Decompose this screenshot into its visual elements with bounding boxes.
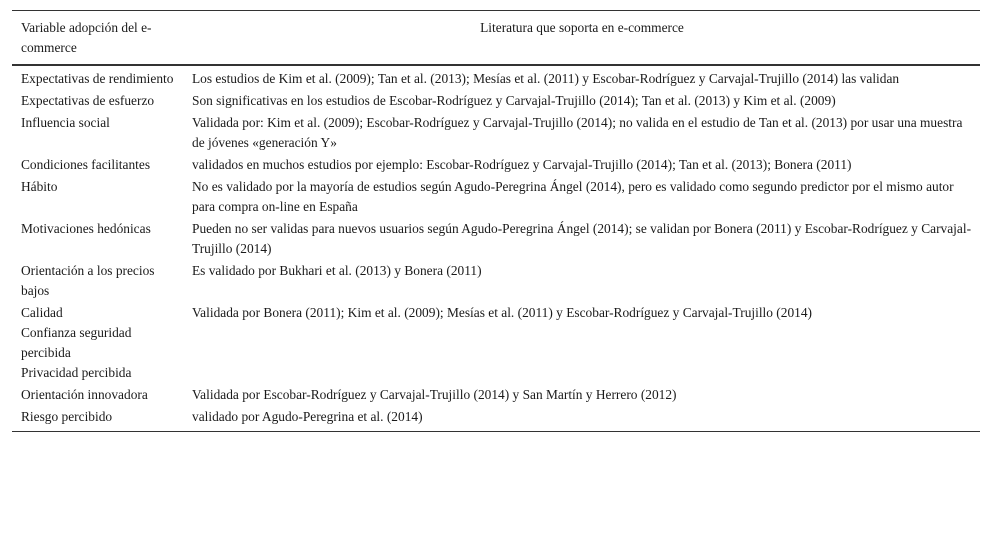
cell-literature: Pueden no ser validas para nuevos usuarios según Agudo-Peregrina Ángel (2014); se validan por Bonera (2011) y Escobar-Rodríguez y Carvajal-Trujillo (2014) <box>192 221 972 256</box>
cell-variable: Expectativas de rendimiento <box>21 71 174 86</box>
cell-variable: Confianza seguridad percibida <box>21 325 132 360</box>
header-variable: Variable adopción del e-commerce <box>21 20 152 55</box>
cell-variable: Condiciones facilitantes <box>21 157 151 172</box>
cell-variable: Privacidad percibida <box>21 365 132 380</box>
cell-literature: Los estudios de Kim et al. (2009); Tan et al. (2013); Mesías et al. (2011) y Escobar-Rodríguez y Carvajal-Trujillo (2014) las validan <box>192 71 900 86</box>
cell-literature: Validada por Escobar-Rodríguez y Carvajal-Trujillo (2014) y San Martín y Herrero (2012) <box>192 387 677 402</box>
literature-table-container <box>12 10 980 432</box>
table-row <box>12 219 980 261</box>
table-row <box>12 177 980 219</box>
cell-literature: validado por Agudo-Peregrina et al. (2014) <box>192 409 423 424</box>
table-row <box>12 303 980 385</box>
cell-variable: Orientación a los precios bajos <box>21 263 155 298</box>
cell-variable: Orientación innovadora <box>21 387 148 402</box>
table-row <box>12 155 980 177</box>
cell-literature: No es validado por la mayoría de estudios según Agudo-Peregrina Ángel (2014), pero es validado como segundo predictor por el mismo autor para compra on-line en España <box>192 179 954 214</box>
cell-variable: Motivaciones hedónicas <box>21 221 151 236</box>
cell-variable: Influencia social <box>21 115 110 130</box>
cell-variable: Hábito <box>21 179 58 194</box>
cell-variable: Expectativas de esfuerzo <box>21 93 155 108</box>
cell-literature: validados en muchos estudios por ejemplo: Escobar-Rodríguez y Carvajal-Trujillo (2014); Tan et al. (2013); Bonera (2011) <box>192 157 852 172</box>
header-literature: Literatura que soporta en e-commerce <box>480 20 684 35</box>
cell-variable: Riesgo percibido <box>21 409 113 424</box>
table-row <box>12 385 980 407</box>
cell-variable: Calidad <box>21 305 63 320</box>
table-row <box>12 407 980 432</box>
cell-literature: Validada por Bonera (2011); Kim et al. (2009); Mesías et al. (2011) y Escobar-Rodríguez y Carvajal-Trujillo (2014) <box>192 305 813 320</box>
cell-literature: Validada por: Kim et al. (2009); Escobar-Rodríguez y Carvajal-Trujillo (2014); no valida en el estudio de Tan et al. (2013) por usar una muestra de jóvenes «generación Y» <box>192 115 963 150</box>
cell-variable-group <box>12 303 183 385</box>
table-header-row <box>12 11 980 66</box>
cell-literature: Es validado por Bukhari et al. (2013) y Bonera (2011) <box>192 263 482 278</box>
table-row <box>12 113 980 155</box>
literature-table <box>12 10 980 432</box>
table-row <box>12 91 980 113</box>
table-row <box>12 65 980 91</box>
cell-literature: Son significativas en los estudios de Escobar-Rodríguez y Carvajal-Trujillo (2014); Tan et al. (2013) y Kim et al. (2009) <box>192 93 836 108</box>
table-row <box>12 261 980 303</box>
